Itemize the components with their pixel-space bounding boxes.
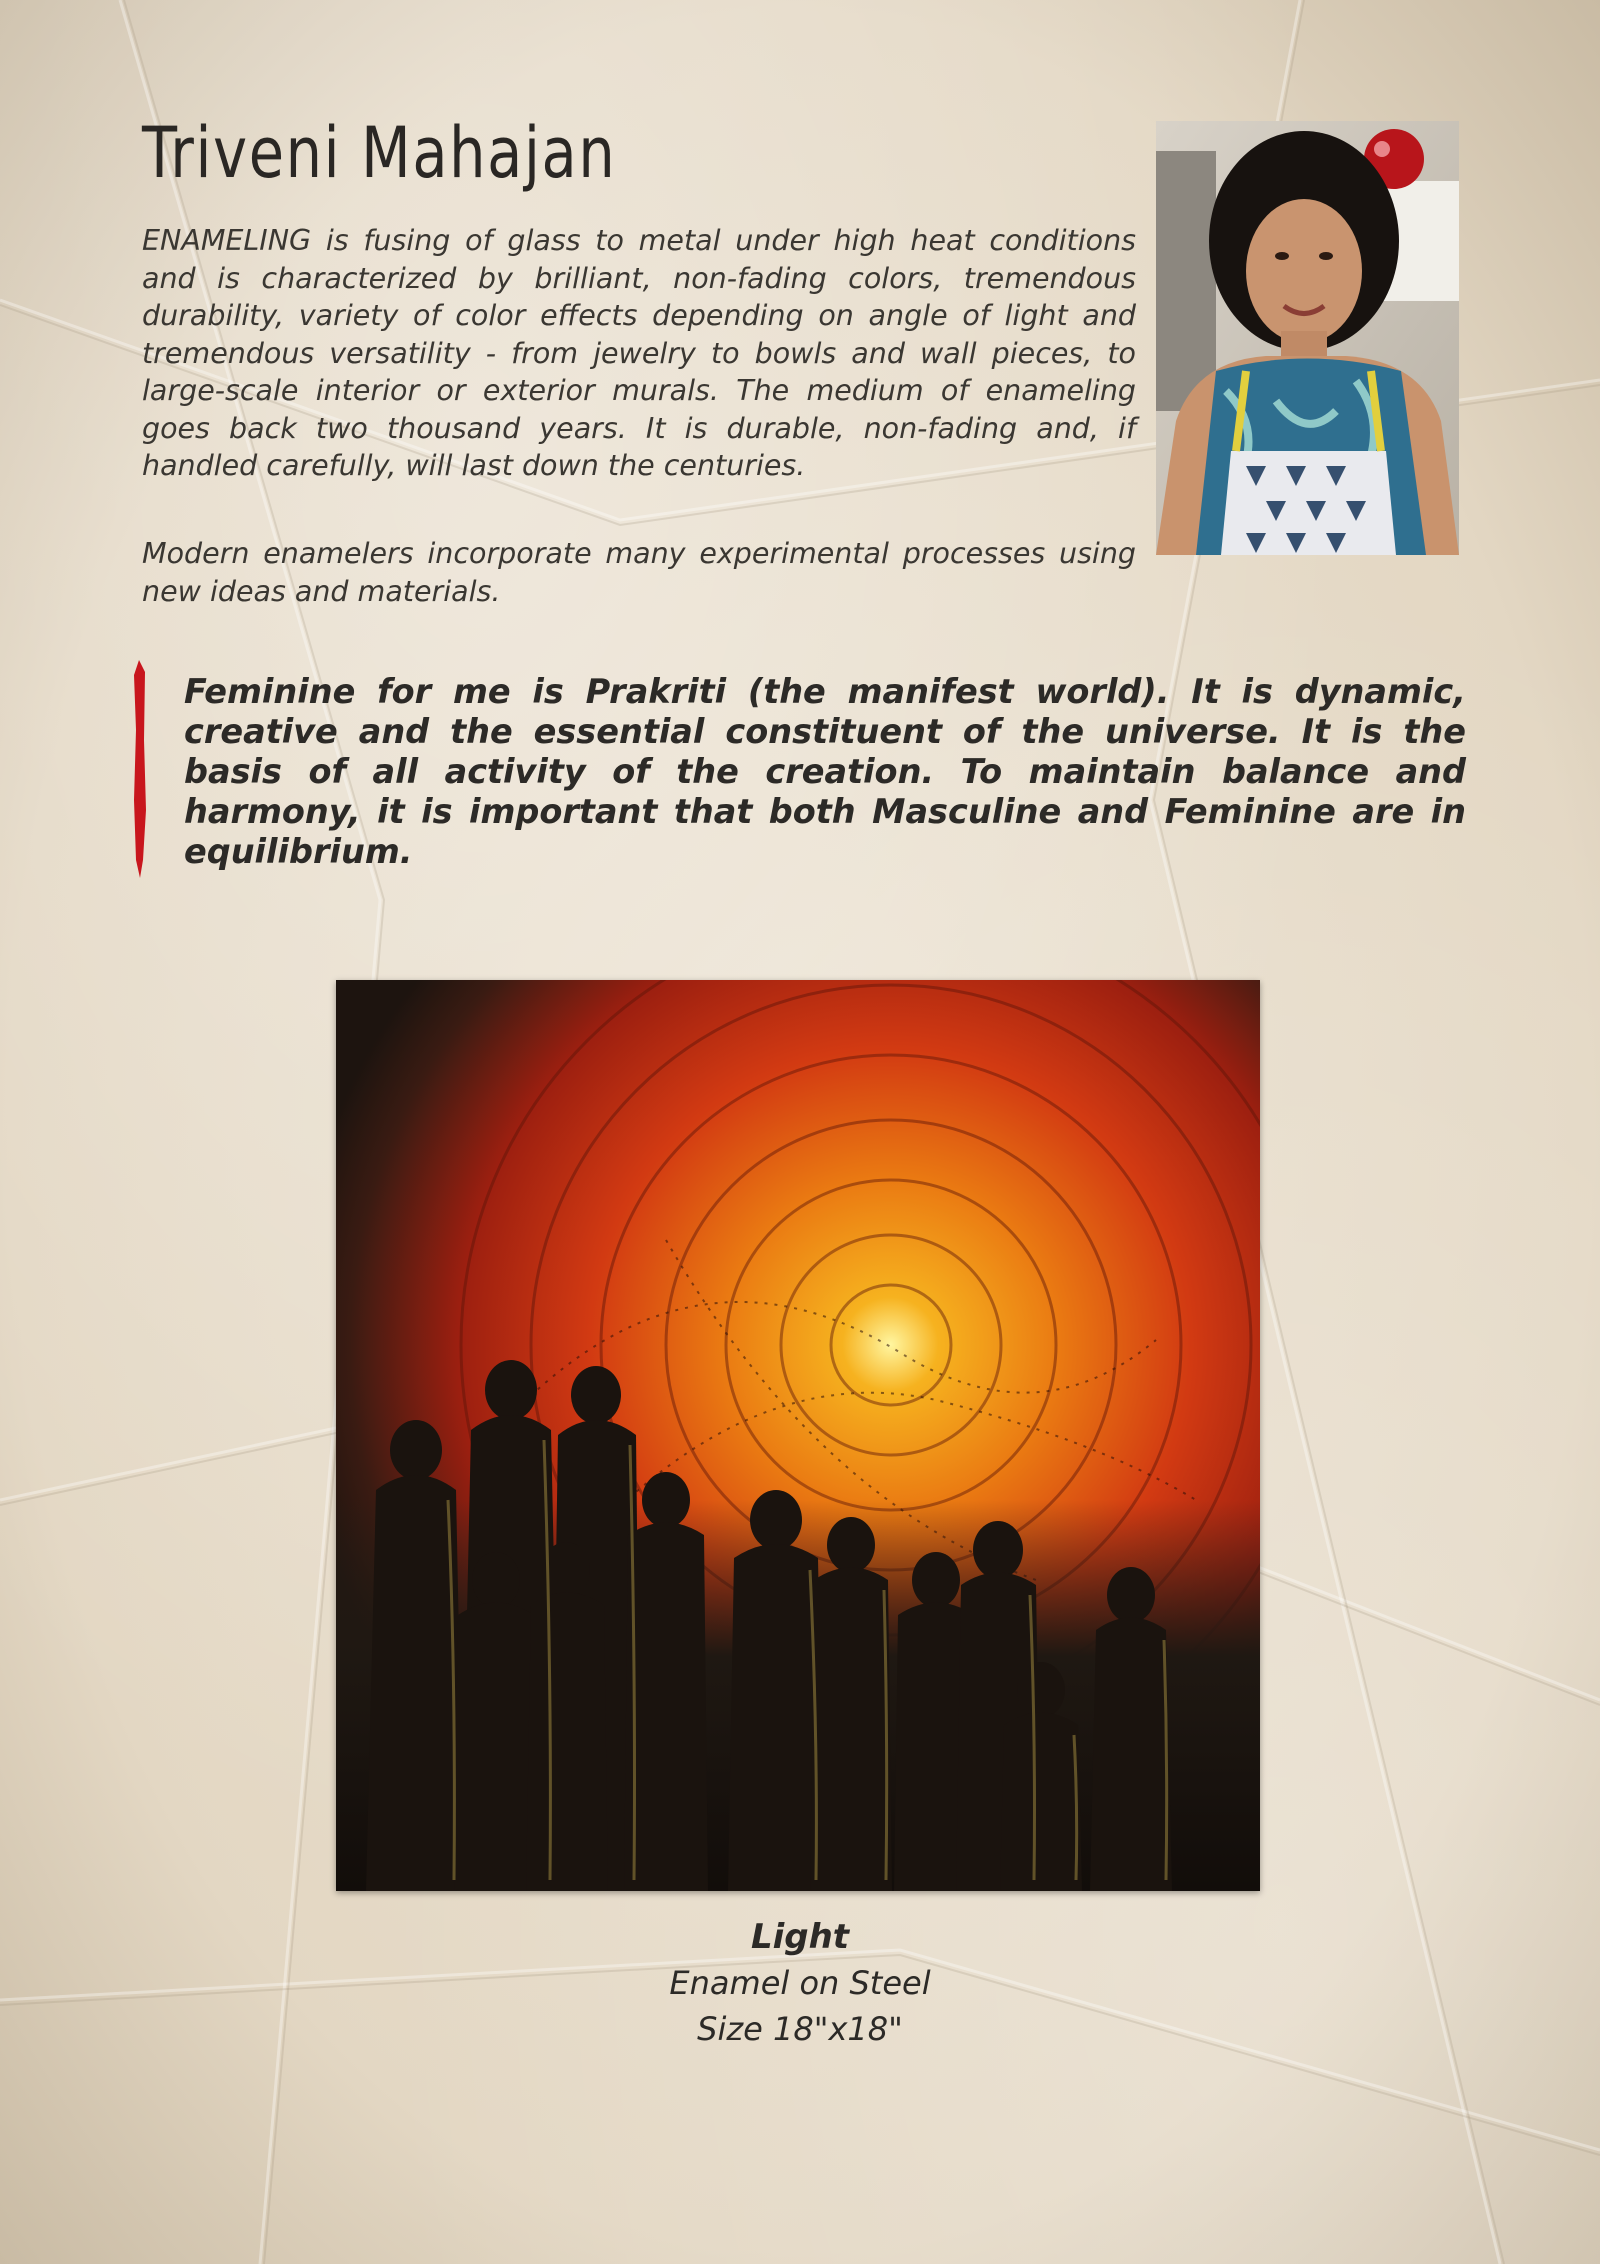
artwork-caption [500, 1914, 1100, 2052]
artist-name: Triveni Mahajan [142, 112, 617, 194]
artwork-medium: Enamel on Steel [669, 1964, 931, 2002]
artwork-title: Light [750, 1917, 850, 1957]
bio-paragraph-1: ENAMELING is fusing of glass to metal under high heat conditions and is characterized by brilliant, non-fading colors, tremendous durability, variety of color effects depending on angle of light and tremendous versatility - from jewelry to bowls and wall pieces, to large-scale interior or exterior murals. The medium of enameling goes back two thousand years. It is durable, non-fading and, if handled carefully, will last down the centuries. [142, 224, 1136, 482]
artist-quote: Feminine for me is Prakriti (the manifest world). It is dynamic, creative and the essential constituent of the universe. It is the basis of all activity of the creation. To maintain balance and harmony, it is important that both Masculine and Feminine are in equilibrium. [184, 672, 1466, 871]
artist-photo [1156, 121, 1459, 555]
bio-paragraph-2: Modern enamelers incorporate many experimental processes using new ideas and materials. [142, 537, 1136, 608]
quote-accent-bar [130, 660, 150, 878]
artwork-size: Size 18"x18" [697, 2010, 903, 2048]
artwork-image [336, 980, 1260, 1891]
